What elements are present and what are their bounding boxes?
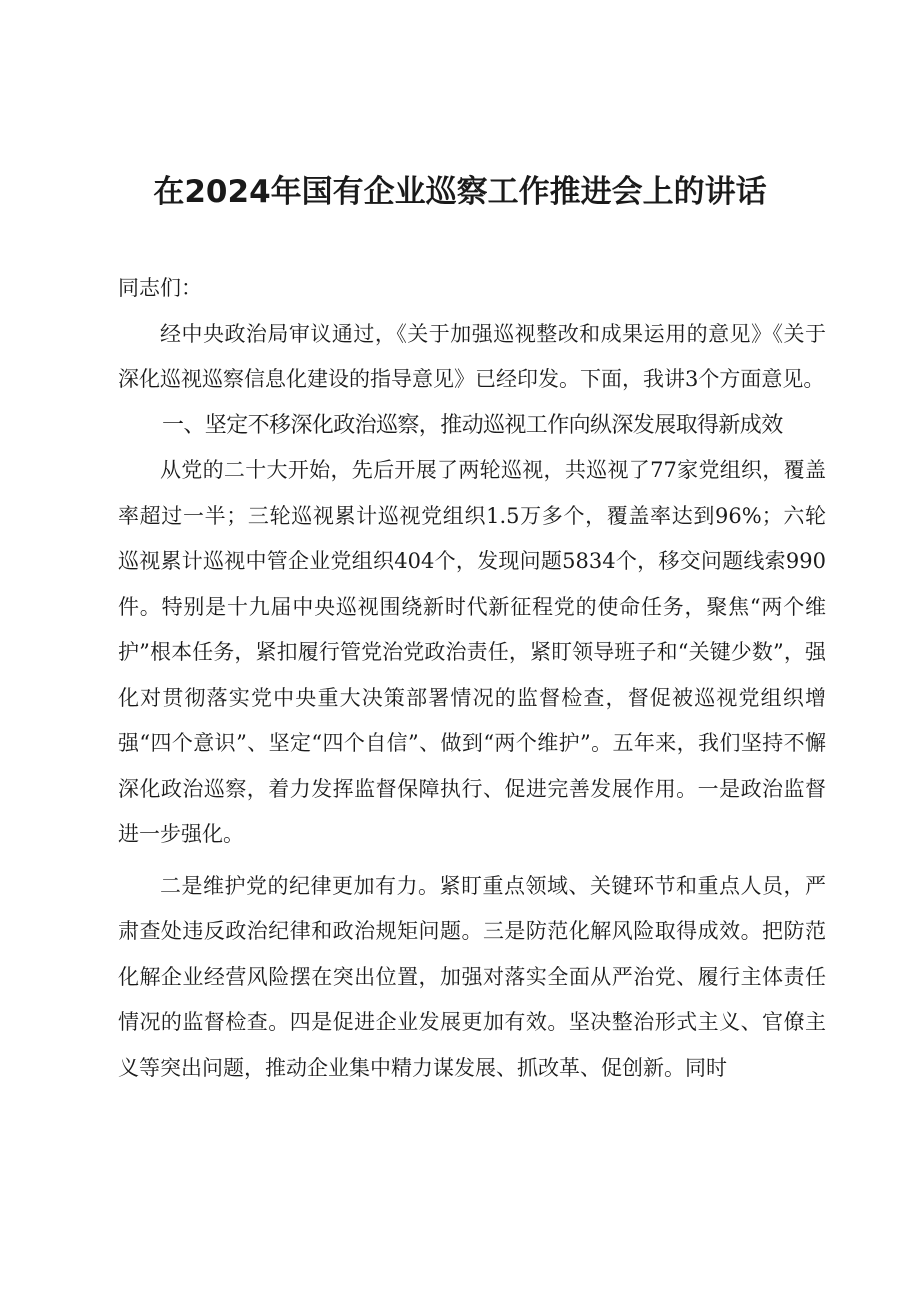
- body-paragraph-2: 二是维护党的纪律更加有力。紧盯重点领域、关键环节和重点人员，严肃查处违反政治纪律和政治规矩问题。三是防范化解风险取得成效。把防范化解企业经营风险摆在突出位置，加强对落实全面从严治党、履行主体责任情况的监督检查。四是促进企业发展更加有效。坚决整治形式主义、官僚主义等突出问题，推动企业集中精力谋发展、抓改革、促创新。同时: [118, 873, 826, 1080]
- document-body: [118, 266, 826, 1091]
- greeting: 同志们：: [118, 276, 202, 300]
- body-paragraph-1: 从党的二十大开始，先后开展了两轮巡视，共巡视了77家党组织，覆盖率超过一半；三轮巡视累计巡视党组织1.5万多个，覆盖率达到96%；六轮巡视累计巡视中管企业党组织404个，发现问题5834个，移交问题线索990件。特别是十九届中央巡视围绕新时代新征程党的使命任务，聚焦“两个维护”根本任务，紧扣履行管党治党政治责任，紧盯领导班子和“关键少数”，强化对贯彻落实党中央重大决策部署情况的监督检查，督促被巡视党组织增强“四个意识”、坚定“四个自信”、做到“两个维护”。五年来，我们坚持不懈深化政治巡察，着力发挥监督保障执行、促进完善发展作用。一是政治监督进一步强化。: [118, 458, 826, 846]
- document-title: 在2024年国有企业巡察工作推进会上的讲话: [153, 174, 767, 210]
- section-heading-1: 一、坚定不移深化政治巡察，推动巡视工作向纵深发展取得新成效: [162, 412, 783, 438]
- intro-paragraph: 经中央政治局审议通过，《关于加强巡视整改和成果运用的意见》《关于深化巡视巡察信息化建设的指导意见》已经印发。下面，我讲3个方面意见。: [118, 321, 826, 391]
